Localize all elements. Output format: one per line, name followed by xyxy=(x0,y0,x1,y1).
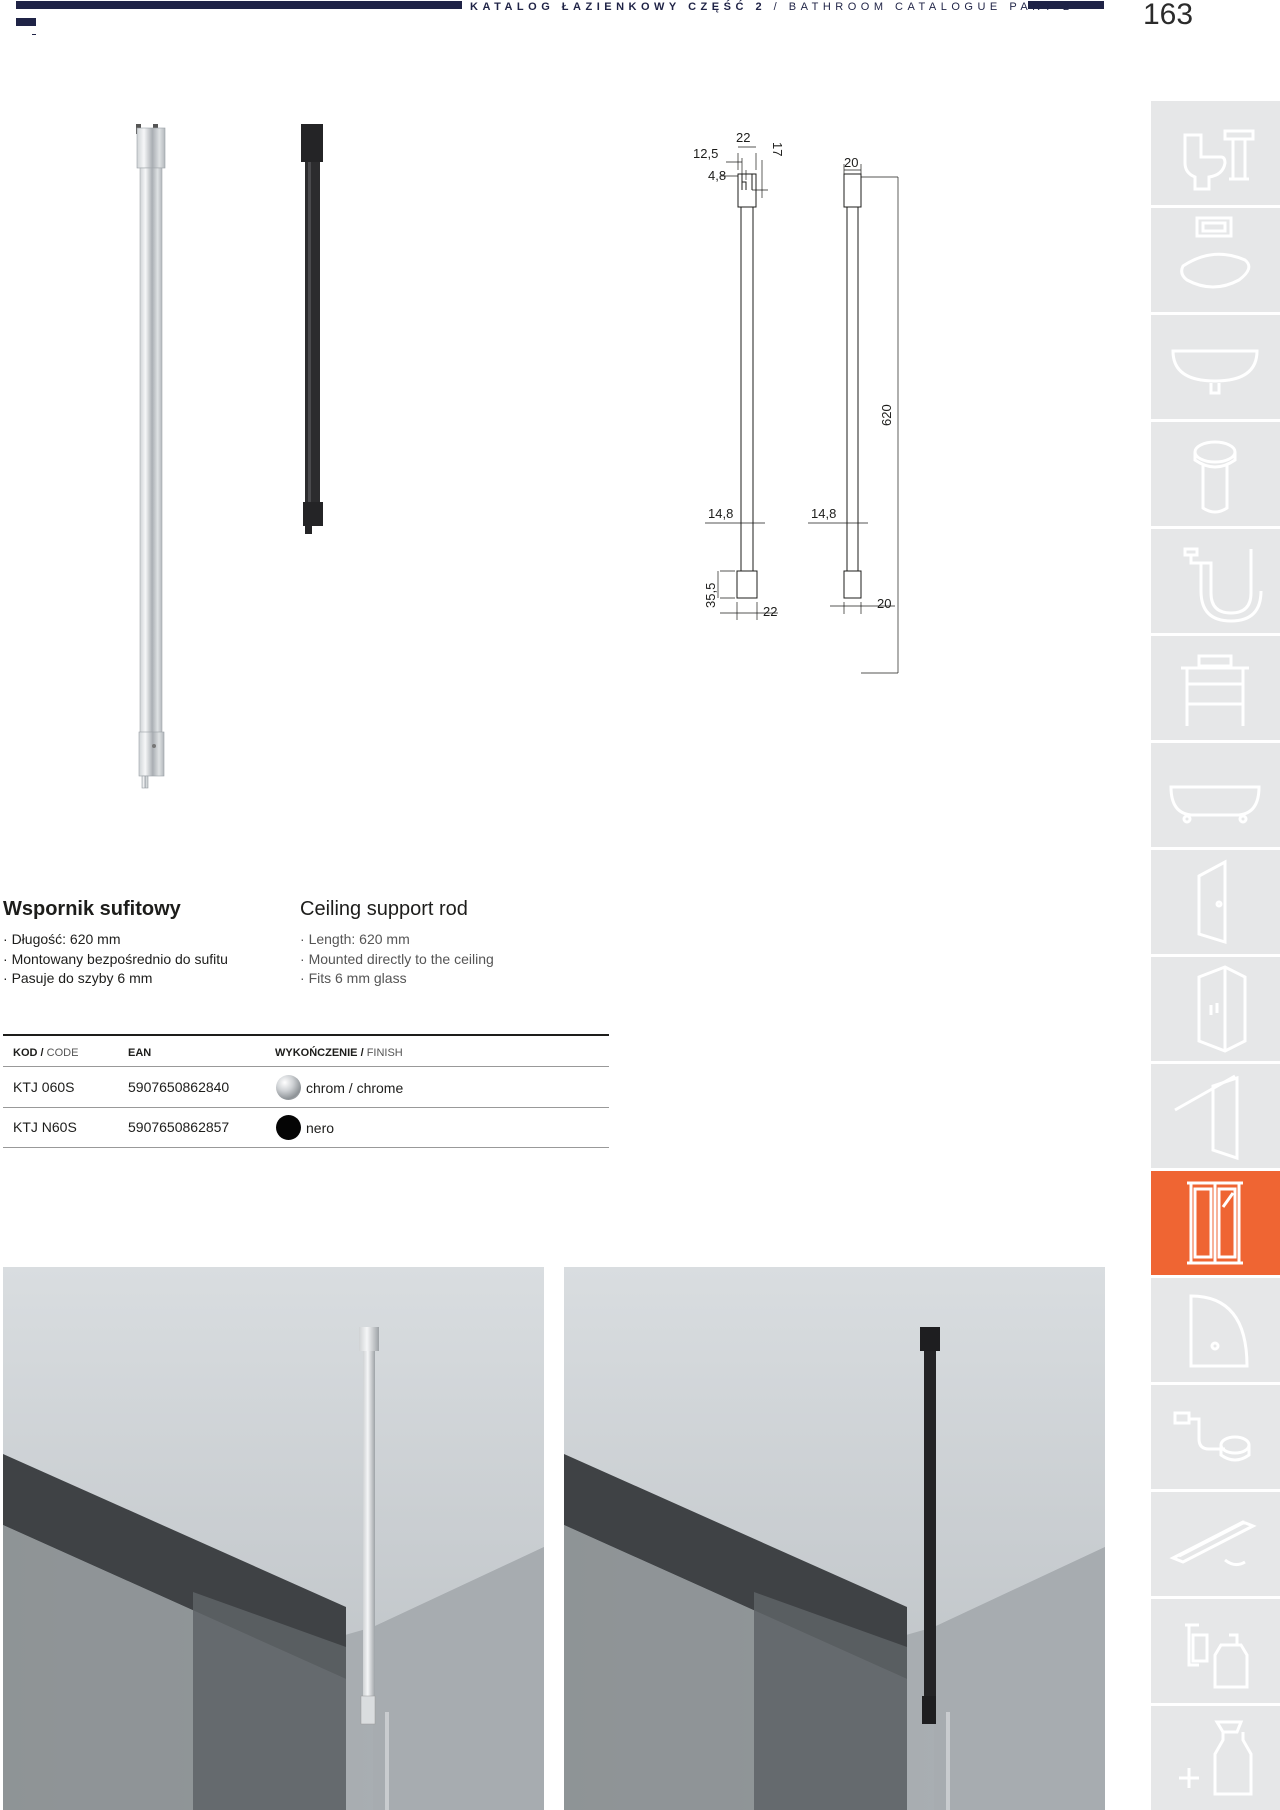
table-header-rule xyxy=(3,1066,609,1067)
dim-12-5: 12,5 xyxy=(693,146,719,161)
sidebar-item-siphons[interactable] xyxy=(1151,529,1280,633)
th-code-en: CODE xyxy=(46,1047,79,1059)
th-finish-sep: / xyxy=(360,1047,364,1059)
sidebar-item-shower-enclosures[interactable] xyxy=(1151,1171,1280,1275)
page-number: 163 xyxy=(1143,0,1194,31)
glass-wall-icon xyxy=(1165,1070,1265,1162)
table-top-rule xyxy=(3,1034,609,1036)
chrome-swatch xyxy=(276,1075,301,1100)
washbasin-icon xyxy=(1165,321,1265,413)
bath-drain-icon xyxy=(1165,1391,1265,1483)
features-pl xyxy=(3,930,228,989)
sidebar-item-glass-walls[interactable] xyxy=(1151,1064,1280,1168)
sidebar-item-shower-doors[interactable] xyxy=(1151,850,1280,954)
dim-35-5: 35,5 xyxy=(703,582,718,608)
th-finish-pl: WYKOŃCZENIE xyxy=(275,1047,358,1059)
sidebar-item-vanity-units[interactable] xyxy=(1151,636,1280,740)
sidebar-item-cleaners[interactable] xyxy=(1151,1706,1280,1810)
chrome-rod-image xyxy=(128,120,178,792)
row1-finish: chrom / chrome xyxy=(306,1080,404,1096)
dim-14-8-right: 14,8 xyxy=(811,506,837,521)
siphon-icon xyxy=(1165,535,1265,627)
dim-620: 620 xyxy=(879,404,894,426)
rod1-top-cap xyxy=(738,174,756,207)
nero-installation-photo xyxy=(564,1267,1105,1810)
sidebar-item-bathtubs[interactable] xyxy=(1151,743,1280,847)
header-title-en: BATHROOM CATALOGUE PART 2 xyxy=(788,1,1074,13)
dim-20-bottom: 20 xyxy=(877,596,892,611)
dim-14-8-left: 14,8 xyxy=(708,506,734,521)
chrome-installation-photo xyxy=(3,1267,544,1810)
th-code-sep: / xyxy=(40,1047,44,1059)
feature-en-glass: · Fits 6 mm glass xyxy=(300,969,494,989)
vessel-icon xyxy=(1165,428,1265,520)
flush-plate-icon xyxy=(1165,214,1265,306)
header-title-pl: KATALOG ŁAZIENKOWY CZĘŚĆ 2 xyxy=(470,1,767,13)
sidebar-item-bath-drains[interactable] xyxy=(1151,1385,1280,1489)
th-finish-en: FINISH xyxy=(366,1047,403,1059)
th-ean: EAN xyxy=(128,1047,152,1059)
header-dash xyxy=(32,34,36,35)
nero-swatch xyxy=(276,1115,301,1140)
nero-rod-image xyxy=(299,124,329,536)
features-en xyxy=(300,930,494,989)
th-code xyxy=(13,1047,78,1059)
row2-finish: nero xyxy=(306,1120,335,1136)
feature-pl-mounting: · Montowany bezpośrednio do sufitu xyxy=(3,950,228,970)
header-separator: / xyxy=(773,1,782,13)
shower-tray-icon xyxy=(1165,1284,1265,1376)
dim-20-top: 20 xyxy=(844,155,859,170)
rod1-bottom-cap xyxy=(737,571,757,598)
sidebar-item-accessories[interactable] xyxy=(1151,1599,1280,1703)
header-mark xyxy=(16,18,36,26)
vanity-cabinet-icon xyxy=(1165,642,1265,734)
th-code-pl: KOD xyxy=(13,1047,38,1059)
shower-door-icon xyxy=(1165,856,1265,948)
sidebar-item-shower-cabins[interactable] xyxy=(1151,957,1280,1061)
sidebar-item-linear-drains[interactable] xyxy=(1151,1492,1280,1596)
shower-enclosure-doors-icon xyxy=(1165,1177,1265,1269)
row1-code: KTJ 060S xyxy=(13,1079,75,1095)
dim-17: 17 xyxy=(770,142,785,157)
product-title-pl: Wspornik sufitowy xyxy=(3,898,181,920)
feature-pl-glass: · Pasuje do szyby 6 mm xyxy=(3,969,228,989)
product-title-en: Ceiling support rod xyxy=(300,898,468,920)
toilet-sink-icon xyxy=(1165,107,1265,199)
table-row1-rule xyxy=(3,1107,609,1108)
dim-22-top: 22 xyxy=(736,130,751,145)
rod2-top-cap xyxy=(844,174,861,207)
linear-drain-icon xyxy=(1165,1498,1265,1590)
row1-ean: 5907650862840 xyxy=(128,1079,230,1095)
feature-en-mounting: · Mounted directly to the ceiling xyxy=(300,950,494,970)
sidebar-item-toilets[interactable] xyxy=(1151,101,1280,205)
table-bottom-rule xyxy=(3,1147,609,1148)
header-bar-left xyxy=(16,1,462,9)
bathtub-icon xyxy=(1165,749,1265,841)
dim-22-bottom: 22 xyxy=(763,604,778,619)
dim-4-8: 4,8 xyxy=(708,168,727,183)
row2-ean: 5907650862857 xyxy=(128,1119,230,1135)
shower-cabin-icon xyxy=(1165,963,1265,1055)
cleaner-icon xyxy=(1165,1712,1265,1804)
technical-drawing xyxy=(680,120,930,720)
header-title xyxy=(470,0,1074,14)
rod1-shaft xyxy=(741,207,753,571)
sidebar-item-shower-trays[interactable] xyxy=(1151,1278,1280,1382)
row2-code: KTJ N60S xyxy=(13,1119,77,1135)
sidebar-item-washbasins[interactable] xyxy=(1151,315,1280,419)
feature-pl-length: · Długość: 620 mm xyxy=(3,930,228,950)
accessories-icon xyxy=(1165,1605,1265,1697)
sidebar-item-flush-plates[interactable] xyxy=(1151,208,1280,312)
th-finish xyxy=(275,1047,403,1059)
rod2-shaft xyxy=(847,207,858,571)
rod2-bottom-cap xyxy=(844,571,861,598)
sidebar-item-vessels[interactable] xyxy=(1151,422,1280,526)
feature-en-length: · Length: 620 mm xyxy=(300,930,494,950)
